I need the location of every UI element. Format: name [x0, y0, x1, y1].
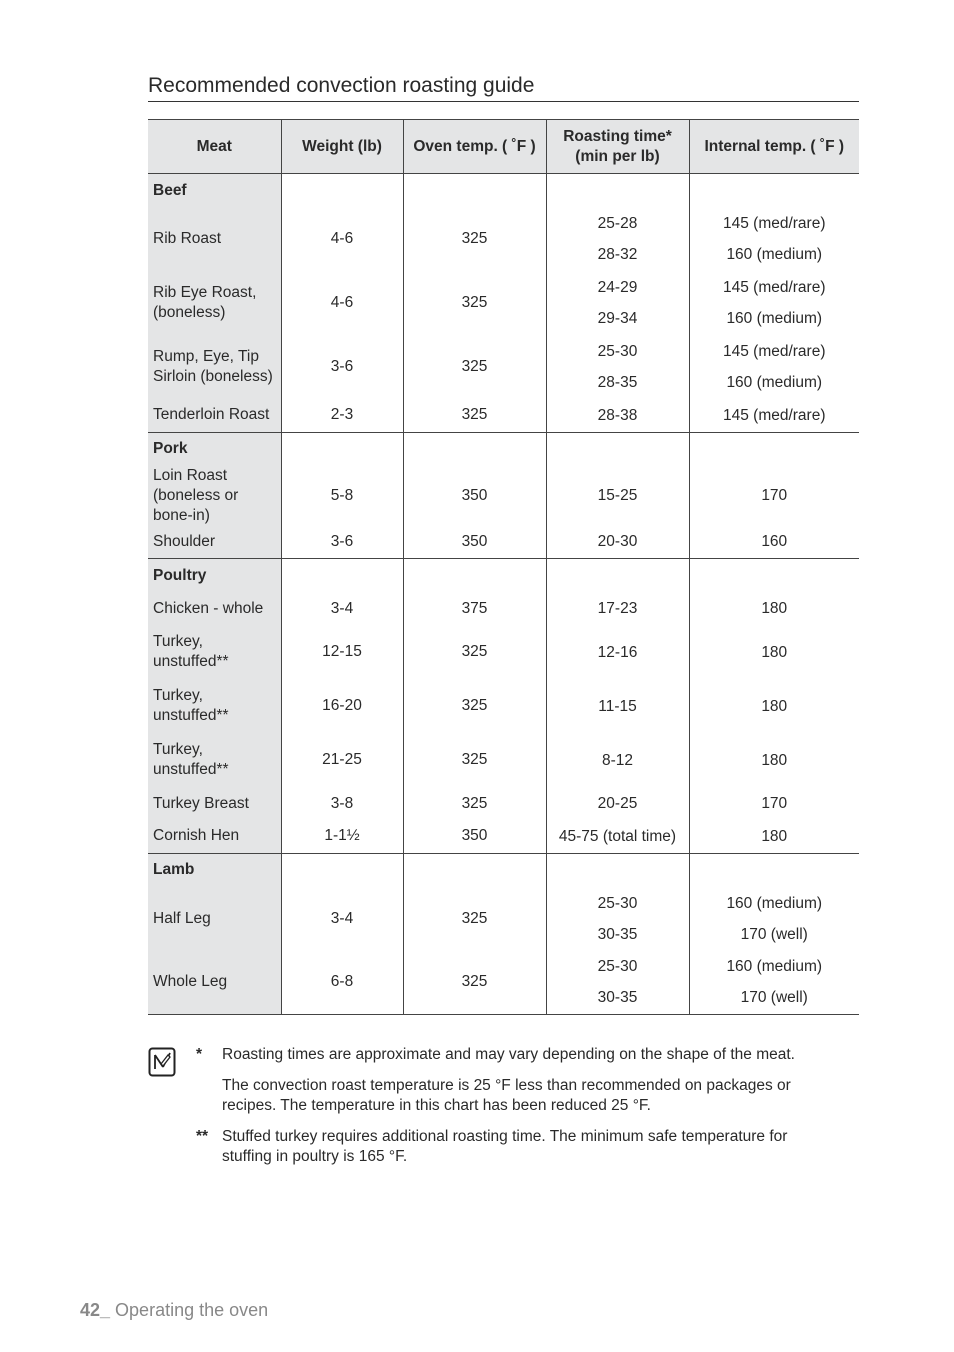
note-text: Roasting times are approximate and may vary depending on the shape of the meat.	[222, 1046, 795, 1063]
temp-line: 180	[761, 751, 788, 769]
temp-line: 160 (medium)	[726, 374, 823, 391]
roasting-time-value	[546, 466, 689, 526]
meat-name: Shoulder	[148, 526, 281, 559]
empty-cell	[689, 559, 859, 593]
internal-temp-value	[689, 679, 859, 733]
meat-name: Whole Leg	[148, 951, 281, 1015]
meat-name: Rib Roast	[148, 207, 281, 271]
time-line: 25-30	[597, 958, 638, 976]
oven-temp-value: 350	[403, 526, 546, 559]
weight-value: 6-8	[281, 951, 403, 1015]
empty-cell	[281, 853, 403, 887]
meat-name: Rump, Eye, Tip Sirloin (boneless)	[148, 335, 281, 399]
meat-name: Rib Eye Roast, (boneless)	[148, 271, 281, 335]
page-title	[148, 73, 859, 102]
internal-temp-value	[689, 820, 859, 853]
temp-line: 170	[761, 487, 788, 504]
time-line: 28-35	[597, 374, 638, 391]
roasting-time-value	[546, 592, 689, 625]
table-row	[148, 787, 859, 820]
temp-line: 160 (medium)	[726, 246, 823, 263]
meat-name: Loin Roast (boneless or bone-in)	[148, 466, 281, 526]
page-number: 42_	[80, 1300, 111, 1320]
table-header	[148, 120, 859, 174]
empty-cell	[689, 174, 859, 208]
oven-temp-value: 325	[403, 679, 546, 733]
oven-temp-value: 350	[403, 466, 546, 526]
table-body	[148, 174, 859, 1015]
roasting-time-value	[546, 271, 689, 335]
internal-temp-value	[689, 951, 859, 1015]
temp-line: 145 (med/rare)	[722, 343, 826, 360]
meat-name: Chicken - whole	[148, 592, 281, 625]
meat-name: Turkey Breast	[148, 787, 281, 820]
weight-value: 16-20	[281, 679, 403, 733]
roasting-time-value	[546, 625, 689, 679]
time-line: 25-30	[597, 894, 638, 912]
temp-line: 170 (well)	[740, 925, 808, 943]
weight-value: 5-8	[281, 466, 403, 526]
temp-line: 145 (med/rare)	[722, 279, 826, 296]
temp-line: 160 (medium)	[726, 310, 823, 327]
oven-temp-value: 325	[403, 207, 546, 271]
table-row	[148, 399, 859, 432]
roasting-time-value	[546, 207, 689, 271]
internal-temp-value	[689, 887, 859, 951]
meat-name: Turkey, unstuffed**	[148, 679, 281, 733]
oven-temp-value: 325	[403, 951, 546, 1015]
meat-name: Turkey, unstuffed**	[148, 733, 281, 787]
time-line: 20-30	[597, 533, 638, 551]
section-label: Operating the oven	[110, 1300, 269, 1320]
weight-value: 3-4	[281, 887, 403, 951]
time-line: 8-12	[601, 751, 634, 769]
time-line: 25-28	[597, 215, 638, 232]
weight-value: 12-15	[281, 625, 403, 679]
time-line: 25-30	[597, 343, 638, 360]
weight-value: 3-8	[281, 787, 403, 820]
time-line: 28-38	[597, 406, 638, 424]
time-line: 45-75 (total time)	[558, 827, 677, 845]
internal-temp-value	[689, 207, 859, 271]
oven-temp-value: 325	[403, 399, 546, 432]
temp-line: 180	[761, 643, 788, 661]
oven-temp-value: 325	[403, 787, 546, 820]
weight-value: 1-1½	[281, 820, 403, 853]
section-header-row	[148, 174, 859, 208]
roasting-time-value	[546, 335, 689, 399]
time-line: 30-35	[597, 989, 638, 1007]
internal-temp-value	[689, 592, 859, 625]
empty-cell	[403, 174, 546, 208]
meat-name: Cornish Hen	[148, 820, 281, 853]
oven-temp-value: 350	[403, 820, 546, 853]
internal-temp-value	[689, 335, 859, 399]
note-text: The convection roast temperature is 25 °F less than recommended on packages or recipes. The temperature in this chart has been reduced 25 °F.	[222, 1077, 791, 1114]
weight-value: 2-3	[281, 399, 403, 432]
table-row	[148, 335, 859, 399]
weight-value: 4-6	[281, 271, 403, 335]
column-header: Internal temp. ( ˚F )	[689, 120, 859, 174]
temp-line: 170 (well)	[740, 989, 808, 1007]
section-header-row	[148, 432, 859, 466]
column-header: Roasting time* (min per lb)	[546, 120, 689, 174]
time-line: 17-23	[597, 600, 638, 617]
temp-line: 180	[761, 600, 788, 617]
internal-temp-value	[689, 271, 859, 335]
oven-temp-value: 325	[403, 625, 546, 679]
column-header: Weight (lb)	[281, 120, 403, 174]
note-marker: *	[196, 1046, 203, 1063]
section-label: Pork	[148, 432, 281, 466]
roasting-time-value	[546, 733, 689, 787]
page-footer	[80, 1300, 268, 1321]
weight-value: 3-6	[281, 335, 403, 399]
table-row	[148, 951, 859, 1015]
section-header-row	[148, 559, 859, 593]
table-row	[148, 466, 859, 526]
empty-cell	[281, 174, 403, 208]
section-label: Lamb	[148, 853, 281, 887]
time-line: 20-25	[597, 795, 638, 812]
internal-temp-value	[689, 466, 859, 526]
table-row	[148, 592, 859, 625]
note-marker: **	[196, 1128, 209, 1145]
table-row	[148, 271, 859, 335]
time-line: 28-32	[597, 246, 638, 263]
table-row	[148, 679, 859, 733]
empty-cell	[546, 174, 689, 208]
roasting-time-value	[546, 399, 689, 432]
table-row	[148, 820, 859, 853]
internal-temp-value	[689, 787, 859, 820]
meat-name: Half Leg	[148, 887, 281, 951]
empty-cell	[403, 853, 546, 887]
internal-temp-value	[689, 733, 859, 787]
note-text: Stuffed turkey requires additional roasting time. The minimum safe temperature for stuffing in poultry is 165 °F.	[222, 1128, 788, 1165]
temp-line: 180	[761, 697, 788, 715]
oven-temp-value: 325	[403, 733, 546, 787]
roasting-time-value	[546, 787, 689, 820]
page-title-text: Recommended convection roasting guide	[148, 74, 535, 97]
temp-line: 160 (medium)	[726, 958, 823, 976]
empty-cell	[403, 432, 546, 466]
temp-line: 180	[761, 827, 788, 845]
empty-cell	[281, 432, 403, 466]
roasting-time-value	[546, 679, 689, 733]
empty-cell	[281, 559, 403, 593]
table-row	[148, 207, 859, 271]
meat-name: Tenderloin Roast	[148, 399, 281, 432]
weight-value: 3-4	[281, 592, 403, 625]
weight-value: 3-6	[281, 526, 403, 559]
section-label: Beef	[148, 174, 281, 208]
roasting-time-value	[546, 526, 689, 559]
meat-name: Turkey, unstuffed**	[148, 625, 281, 679]
note-pencil-icon	[148, 1047, 176, 1077]
empty-cell	[403, 559, 546, 593]
time-line: 29-34	[597, 310, 638, 327]
oven-temp-value: 325	[403, 335, 546, 399]
temp-line: 145 (med/rare)	[722, 406, 826, 424]
table-row	[148, 526, 859, 559]
column-header: Oven temp. ( ˚F )	[403, 120, 546, 174]
internal-temp-value	[689, 526, 859, 559]
section-label: Poultry	[148, 559, 281, 593]
roasting-time-value	[546, 951, 689, 1015]
oven-temp-value: 375	[403, 592, 546, 625]
internal-temp-value	[689, 625, 859, 679]
temp-line: 160 (medium)	[726, 894, 823, 912]
table-row	[148, 887, 859, 951]
oven-temp-value: 325	[403, 271, 546, 335]
empty-cell	[546, 853, 689, 887]
time-line: 11-15	[598, 697, 637, 715]
time-line: 30-35	[597, 925, 638, 943]
table-row	[148, 625, 859, 679]
empty-cell	[546, 432, 689, 466]
internal-temp-value	[689, 399, 859, 432]
roasting-time-value	[546, 820, 689, 853]
table-row	[148, 733, 859, 787]
temp-line: 170	[761, 795, 788, 812]
empty-cell	[546, 559, 689, 593]
roasting-time-value	[546, 887, 689, 951]
time-line: 24-29	[597, 279, 638, 296]
temp-line: 160	[761, 533, 788, 551]
temp-line: 145 (med/rare)	[722, 215, 826, 232]
weight-value: 4-6	[281, 207, 403, 271]
empty-cell	[689, 853, 859, 887]
roasting-guide-table	[148, 119, 859, 1015]
time-line: 15-25	[597, 487, 638, 504]
time-line: 12-16	[597, 643, 638, 661]
section-header-row	[148, 853, 859, 887]
weight-value: 21-25	[281, 733, 403, 787]
oven-temp-value: 325	[403, 887, 546, 951]
empty-cell	[689, 432, 859, 466]
column-header: Meat	[148, 120, 281, 174]
